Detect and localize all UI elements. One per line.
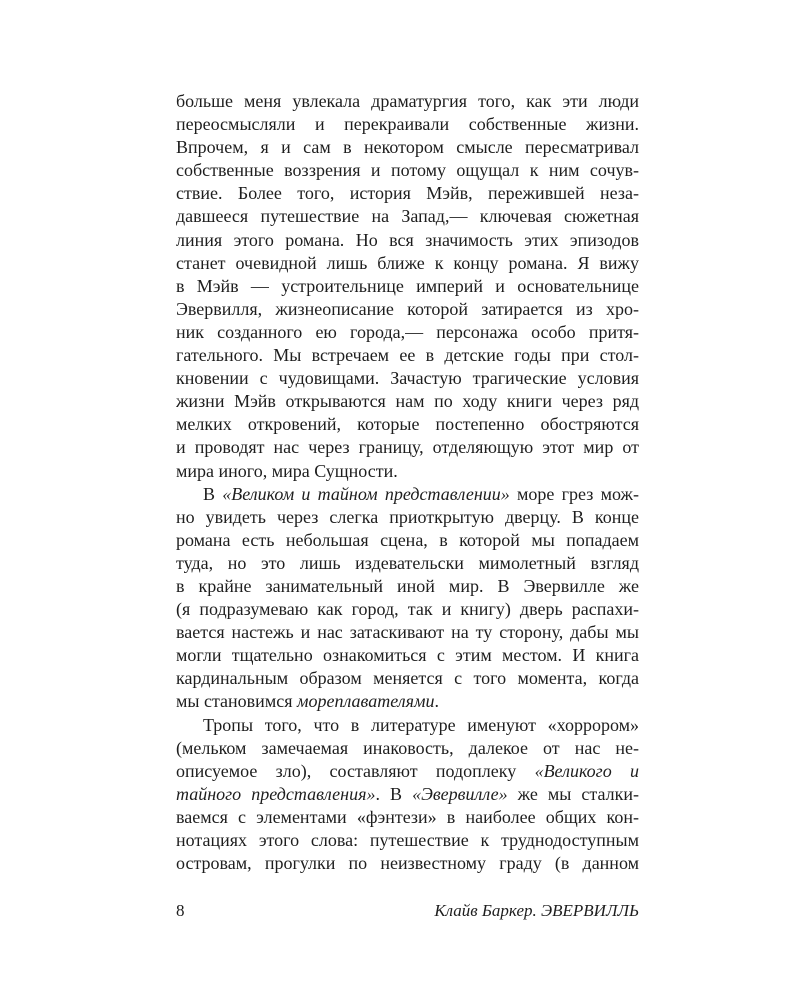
- text-run: море грез мож-: [509, 483, 639, 504]
- text-line: Тропы того, что в литературе именуют «хоррором»: [203, 714, 639, 735]
- text-line: кновении с чудовищами. Зачастую трагические условия: [176, 368, 639, 389]
- text-run: описуемое зло), составляют подоплеку: [176, 760, 535, 781]
- text-line: собственные воззрения и потому ощущал к ним сочув-: [176, 160, 639, 181]
- text-line: мира иного, мира Сущности.: [176, 460, 398, 481]
- text-line: [176, 690, 639, 713]
- paragraph-3: [176, 714, 639, 876]
- text-line: больше меня увлекала драматургия того, как эти люди: [176, 91, 639, 111]
- text-line: Впрочем, я и сам в некотором смысле пересматривал: [176, 137, 639, 158]
- text-run: В: [203, 483, 223, 504]
- text-line: (я подразумеваю как город, так и книгу) дверь распахи-: [176, 599, 639, 620]
- text-line: вается настежь и нас затаскивают на ту сторону, дабы мы: [176, 622, 639, 643]
- paragraph-2: [176, 483, 639, 714]
- text-line: ник созданного ею города,— персонажа особо притя-: [176, 321, 639, 342]
- book-title-italic: тайного представления»: [176, 783, 376, 804]
- text-line: давшееся путешествие на Запад,— ключевая сюжетная: [176, 206, 639, 227]
- text-line: кардинальным образом меняется с того момента, когда: [176, 668, 639, 689]
- running-head: Клайв Баркер. ЭВЕРВИЛЛЬ: [434, 901, 639, 920]
- text-line: (мельком замечаемая инаковость, далекое от нас не-: [176, 737, 639, 758]
- page-number: 8: [176, 901, 185, 920]
- text-line: островам, прогулки по неизвестному граду (в данном: [176, 853, 639, 874]
- text-line: станет очевидной лишь ближе к концу романа. Я вижу: [176, 252, 639, 273]
- text-line: в Мэйв — устроительнице империй и основательнице: [176, 275, 639, 296]
- body-text: [176, 90, 639, 875]
- text-line: Эвервилля, жизнеописание которой затирается из хро-: [176, 298, 639, 319]
- text-run: мы становимся: [176, 691, 297, 712]
- text-line: гательного. Мы встречаем ее в детские годы при стол-: [176, 345, 639, 366]
- text-line: нотациях этого слова: путешествие к труднодоступным: [176, 830, 639, 850]
- book-title-italic: «Великого и: [534, 760, 639, 781]
- text-line: [176, 483, 639, 506]
- text-line: мелких откровений, которые постепенно обостряются: [176, 414, 639, 435]
- emphasis-italic: мореплавателями: [296, 691, 435, 712]
- text-line: [176, 760, 639, 783]
- text-line: в крайне занимательный иной мир. В Эвервилле же: [176, 575, 639, 596]
- text-line: жизни Мэйв открываются нам по ходу книги через ряд: [176, 391, 639, 412]
- text-run: . В: [375, 783, 413, 804]
- text-line: могли тщательно ознакомиться с этим местом. И книга: [176, 645, 639, 666]
- text-line: переосмысляли и перекраивали собственные жизни.: [176, 114, 639, 135]
- book-title-italic: «Великом и тайном представлении»: [222, 483, 510, 504]
- paragraph-1: [176, 90, 639, 483]
- text-line: ствие. Более того, история Мэйв, пережившей неза-: [176, 183, 639, 204]
- book-title-italic: «Эвервилле»: [412, 783, 508, 804]
- text-line: линия этого романа. Но вся значимость этих эпизодов: [176, 229, 639, 250]
- text-line: ваемся с элементами «фэнтези» в наиболее общих кон-: [176, 806, 639, 827]
- text-line: и проводят нас через границу, отделяющую этот мир от: [176, 437, 639, 458]
- text-line: но увидеть через слегка приоткрытую дверцу. В конце: [176, 506, 639, 527]
- text-line: романа есть небольшая сцена, в которой мы попадаем: [176, 529, 639, 550]
- text-run: же мы сталки-: [507, 783, 639, 804]
- text-run: .: [434, 691, 439, 712]
- text-line: [176, 783, 639, 806]
- text-line: туда, но это лишь издевательски мимолетный взгляд: [176, 552, 639, 573]
